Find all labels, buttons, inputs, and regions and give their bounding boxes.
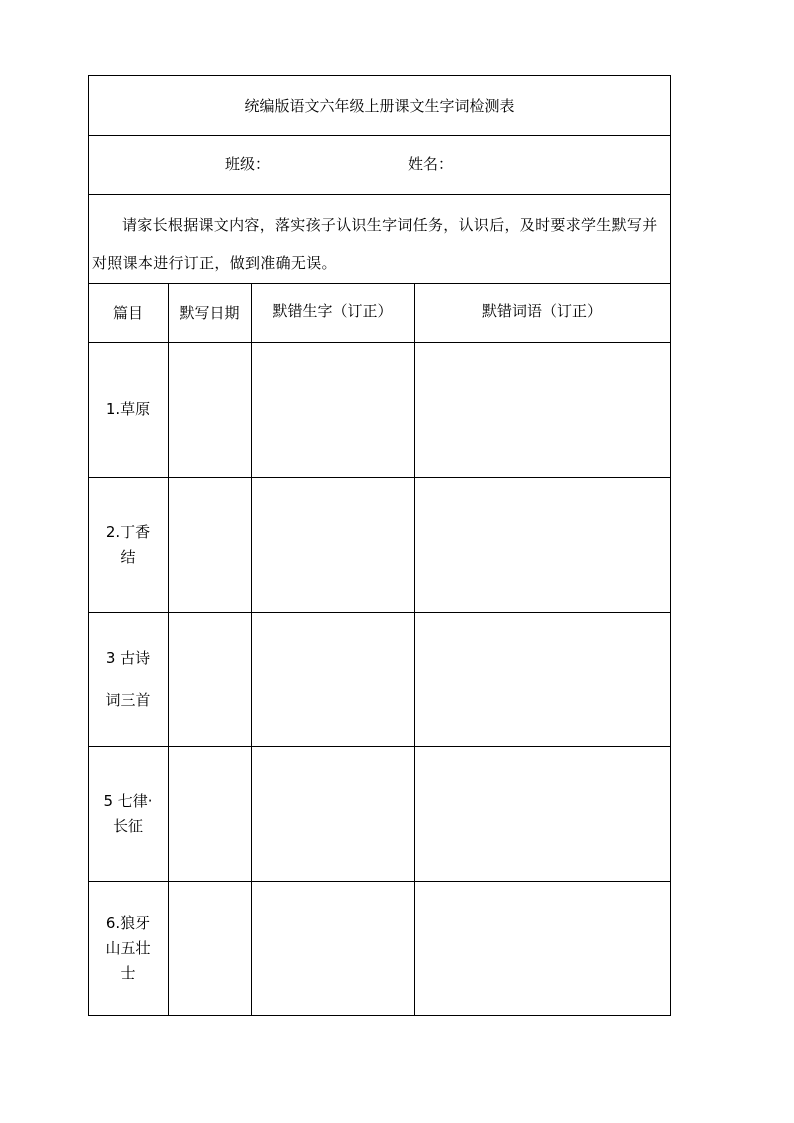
- checklist-table: [88, 75, 671, 1016]
- table-border-bottom: [88, 1015, 671, 1016]
- column-header-lesson: 篇目: [112, 303, 143, 322]
- lesson-title: 3 古诗词三首: [105, 649, 151, 709]
- document-title: 统编版语文六年级上册课文生字词检测表: [244, 96, 515, 115]
- wrong-words-cells: [414, 342, 670, 1015]
- date-column-cells: [168, 342, 251, 1015]
- column-header-wrong-characters: 默错生字（订正）: [272, 302, 393, 320]
- wrong-characters-cells: [251, 342, 414, 1015]
- instruction-text: 请家长根据课文内容，落实孩子认识生字词任务，认识后，及时要求学生默写并对照课本进行订正，做到准确无误。: [92, 216, 658, 272]
- table-row-lesson-2: [88, 477, 168, 612]
- student-info-row: [88, 135, 671, 194]
- lesson-title: 1.草原: [105, 400, 151, 418]
- lesson-title: 5 七律·长征: [103, 791, 153, 835]
- column-header-date: 默写日期: [179, 303, 240, 322]
- column-header-wrong-words: 默错词语（订正）: [481, 302, 602, 320]
- class-label: 班级：: [225, 155, 271, 173]
- lesson-title: 6.狼牙山五壮士: [105, 913, 151, 982]
- table-row-lesson-6: [88, 881, 168, 1015]
- table-row-lesson-1: [88, 342, 168, 477]
- name-label: 姓名：: [408, 155, 454, 173]
- table-row-lesson-5: [88, 746, 168, 881]
- table-row-lesson-3: [88, 612, 168, 746]
- lesson-title: 2.丁香结: [105, 522, 151, 566]
